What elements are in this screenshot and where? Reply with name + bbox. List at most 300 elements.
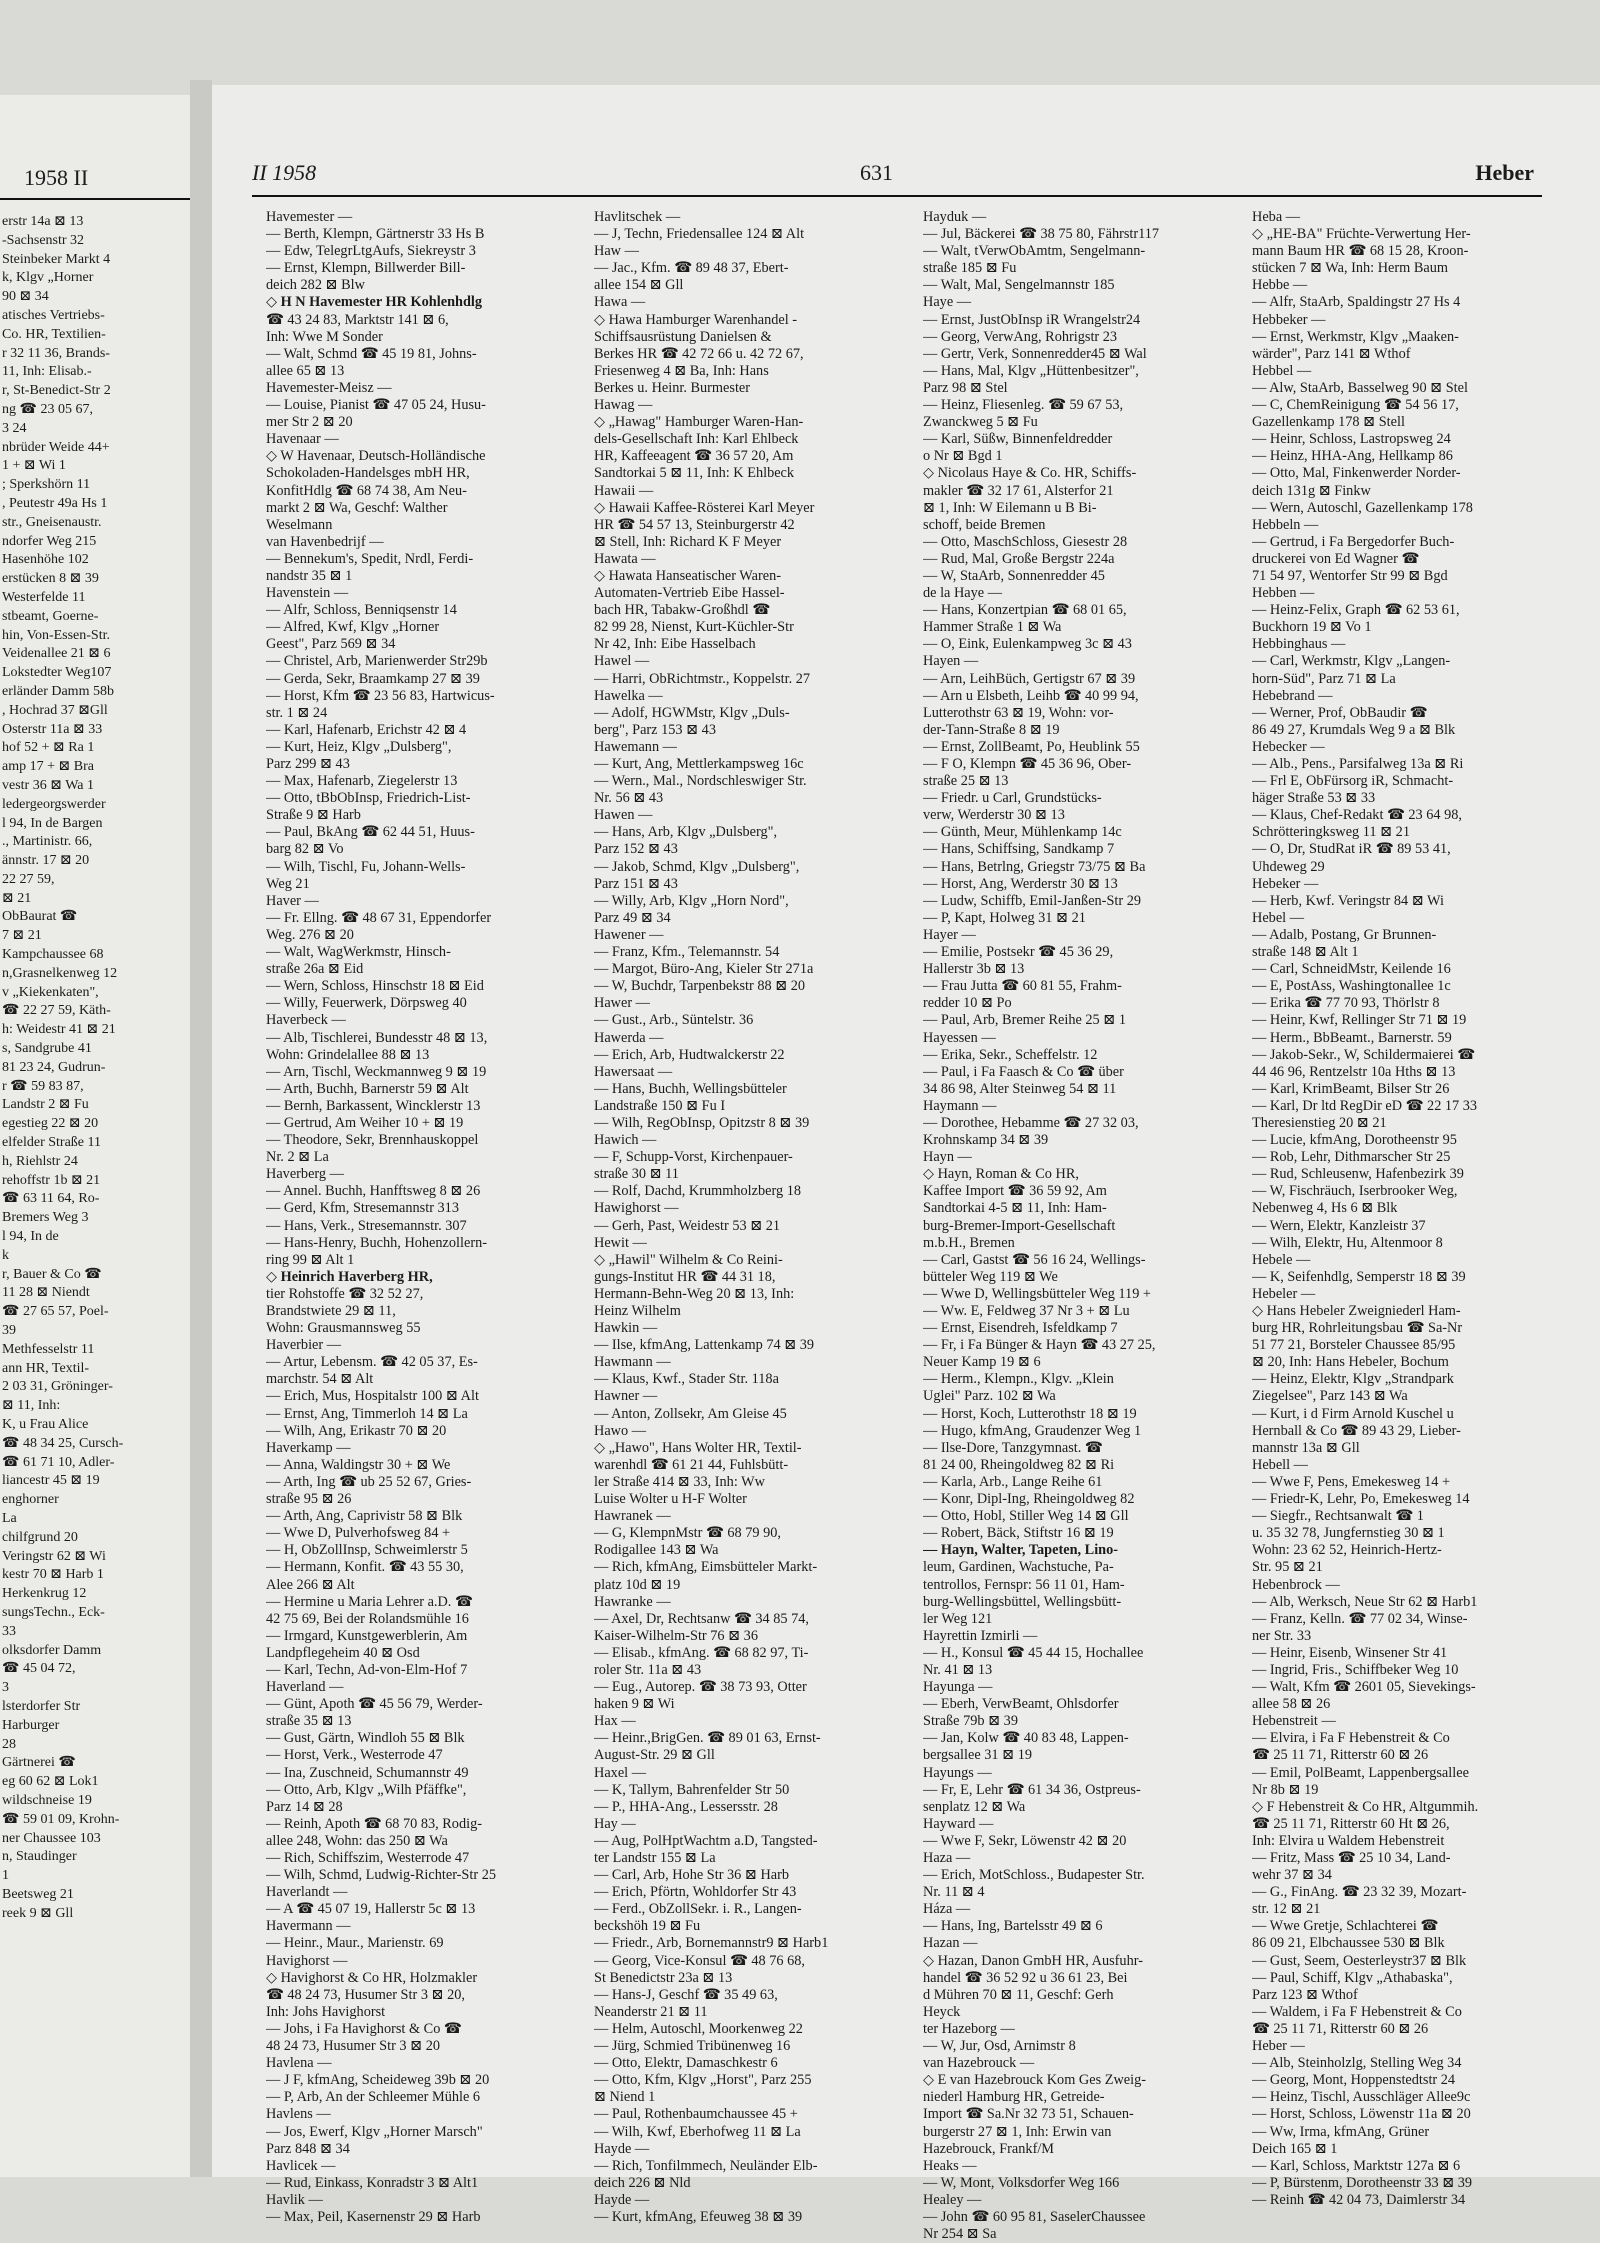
directory-entry-line: — F O, Klempn ☎ 45 36 96, Ober- xyxy=(923,756,1132,772)
directory-entry-line: — Heinz, Fliesenleg. ☎ 59 67 53, xyxy=(923,397,1124,414)
directory-entry-line: — Hans, Verk., Stresemannstr. 307 xyxy=(266,1217,467,1234)
directory-entry-line: — Rich, Schiffszim, Westerrode 47 xyxy=(266,1850,470,1866)
facing-page-line: nbrüder Weide 44+ xyxy=(2,439,110,455)
surname-heading: van Havenbedrijf — xyxy=(266,533,384,550)
directory-entry-line: — Kurt, i d Firm Arnold Kuschel u xyxy=(1252,1405,1454,1422)
surname-heading: Hayunga — xyxy=(923,1679,993,1696)
directory-entry-line: — Horst, Schloss, Löwenstr 11a ⊠ 20 xyxy=(1252,2106,1471,2123)
surname-heading: Havlena — xyxy=(266,2055,332,2072)
directory-entry-line: — Gerh, Past, Weidestr 53 ⊠ 21 xyxy=(594,1217,781,1234)
directory-entry-line: 44 46 96, Rentzelstr 10a Hths ⊠ 13 xyxy=(1252,1063,1456,1080)
directory-entry-line: Parz 49 ⊠ 34 xyxy=(594,909,671,926)
facing-page-line: -Sachsenstr 32 xyxy=(2,232,85,248)
directory-entry-line: Parz 98 ⊠ Stel xyxy=(923,379,1008,396)
directory-entry-line: — Ilse, kfmAng, Lattenkamp 74 ⊠ 39 xyxy=(594,1337,815,1354)
surname-heading: Hayen — xyxy=(923,653,979,670)
directory-entry-line: — Emil, PolBeamt, Lappenbergsallee xyxy=(1252,1764,1469,1781)
directory-entry-line: — Hans, Buchh, Wellingsbütteler xyxy=(594,1080,787,1097)
directory-entry-line: Weg. 276 ⊠ 20 xyxy=(266,926,354,943)
directory-entry-line: — Wwe F, Sekr, Löwenstr 42 ⊠ 20 xyxy=(923,1832,1127,1849)
directory-entry-line: — Heinz, Elektr, Klgv „Strandpark xyxy=(1252,1371,1454,1388)
directory-entry-line: ◇ W Havenaar, Deutsch-Holländische xyxy=(266,448,486,465)
directory-entry-line: — Heinr, Eisenb, Winsener Str 41 xyxy=(1252,1644,1448,1661)
directory-entry-line: ◇ Hans Hebeler Zweigniederl Ham- xyxy=(1252,1303,1461,1319)
directory-entry-line: — Ingrid, Fris., Schiffbeker Weg 10 xyxy=(1252,1661,1459,1678)
surname-heading: Hayde — xyxy=(594,2191,650,2208)
directory-entry-line: Gazellenkamp 178 ⊠ Stell xyxy=(1252,414,1405,431)
directory-entry-line: straße 26a ⊠ Eid xyxy=(266,961,364,978)
directory-entry-line: roler Str. 11a ⊠ 43 xyxy=(594,1661,702,1678)
surname-heading: Haver — xyxy=(266,892,319,909)
directory-entry-line: — Kurt, Ang, Mettlerkampsweg 16c xyxy=(594,756,804,772)
directory-entry-line: — Arn u Elsbeth, Leihb ☎ 40 99 94, xyxy=(923,687,1139,704)
directory-entry-line: — Eberh, VerwBeamt, Ohlsdorfer xyxy=(923,1696,1119,1713)
directory-entry-line: St Benedictstr 23a ⊠ 13 xyxy=(594,1969,733,1986)
surname-heading: Hebeker — xyxy=(1252,875,1319,892)
surname-heading: Hebben — xyxy=(1252,585,1315,602)
directory-entry-line: — Arn, Tischl, Weckmannweg 9 ⊠ 19 xyxy=(266,1063,487,1080)
directory-entry-line: ◇ Heinrich Haverberg HR, xyxy=(266,1268,433,1285)
directory-entry-line: — Wilh, Kwf, Eberhofweg 11 ⊠ La xyxy=(594,2123,801,2140)
facing-page-line: l 94, In de xyxy=(2,1229,59,1245)
directory-entry-line: marchstr. 54 ⊠ Alt xyxy=(266,1371,374,1388)
directory-entry-line: Buckhorn 19 ⊠ Vo 1 xyxy=(1252,619,1372,636)
facing-page-line: La xyxy=(2,1510,17,1526)
directory-entry-line: — Jan, Kolw ☎ 40 83 48, Lappen- xyxy=(923,1730,1129,1747)
directory-entry-line: Krohnskamp 34 ⊠ 39 xyxy=(923,1132,1049,1149)
directory-entry-line: Heyck xyxy=(923,2003,961,2020)
surname-heading: Hebbeln — xyxy=(1252,516,1319,533)
directory-entry-line: Theresienstieg 20 ⊠ 21 xyxy=(1252,1114,1387,1131)
facing-page-line: s, Sandgrube 41 xyxy=(2,1041,92,1057)
directory-entry-line: Brandstwiete 29 ⊠ 11, xyxy=(266,1303,396,1319)
directory-entry-line: — Herm., BbBeamt., Barnerstr. 59 xyxy=(1252,1029,1452,1046)
directory-entry-line: straße 148 ⊠ Alt 1 xyxy=(1252,944,1359,961)
facing-page-line: ObBaurat ☎ xyxy=(2,909,78,925)
surname-heading: Hawersaat — xyxy=(594,1063,673,1080)
directory-entry-line: Str. 95 ⊠ 21 xyxy=(1252,1559,1323,1576)
directory-entry-line: o Nr ⊠ Bgd 1 xyxy=(923,448,1003,465)
surname-heading: Hawaii — xyxy=(594,482,654,499)
directory-entry-line: — Rud, Mal, Große Bergstr 224a xyxy=(923,550,1115,567)
surname-heading: Hawo — xyxy=(594,1422,647,1439)
surname-heading: Hayrettin Izmirli — xyxy=(923,1627,1038,1644)
directory-entry-line: mann Baum HR ☎ 68 15 28, Kroon- xyxy=(1252,243,1469,260)
surname-heading: Havenstein — xyxy=(266,585,349,602)
facing-page-line: 3 24 xyxy=(2,420,27,436)
directory-entry-line: — Wern, Schloss, Hinschstr 18 ⊠ Eid xyxy=(266,978,484,995)
directory-entry-line: Weg 21 xyxy=(266,875,310,892)
directory-entry-line: — Ludw, Schiffb, Emil-Janßen-Str 29 xyxy=(923,892,1141,909)
directory-entry-line: Straße 9 ⊠ Harb xyxy=(266,807,361,824)
directory-entry-line: Rodigallee 143 ⊠ Wa xyxy=(594,1542,719,1559)
directory-entry-line: burg-Wellingsbüttel, Wellingsbütt- xyxy=(923,1593,1122,1610)
directory-entry-line: — Otto, tBbObInsp, Friedrich-List- xyxy=(266,790,471,807)
directory-entry-line: — Franz, Kfm., Telemannstr. 54 xyxy=(594,944,780,961)
directory-entry-line: ◇ Havighorst & Co HR, Holzmakler xyxy=(266,1969,478,1986)
directory-entry-line: Nr. 41 ⊠ 13 xyxy=(923,1661,993,1678)
directory-entry-line: — Horst, Kfm ☎ 23 56 83, Hartwicus- xyxy=(266,687,495,704)
directory-entry-line: ⊠ Stell, Inh: Richard K F Meyer xyxy=(594,533,782,550)
directory-entry-line: — Wwe D, Wellingsbütteler Weg 119 + xyxy=(923,1285,1151,1302)
directory-entry-line: — Edw, TelegrLtgAufs, Siekreystr 3 xyxy=(266,243,476,260)
directory-entry-line: — Elvira, i Fa F Hebenstreit & Co xyxy=(1252,1730,1450,1747)
directory-entry-line: — Franz, Kelln. ☎ 77 02 34, Winse- xyxy=(1252,1610,1468,1627)
directory-entry-line: häger Straße 53 ⊠ 33 xyxy=(1252,790,1376,807)
directory-entry-line: KonfitHdlg ☎ 68 74 38, Am Neu- xyxy=(266,482,467,499)
directory-entry-line: — Walt, WagWerkmstr, Hinsch- xyxy=(266,944,451,961)
column-3 xyxy=(923,209,1213,2243)
directory-entry-line: burgerstr 27 ⊠ 1, Inh: Erwin van xyxy=(923,2123,1112,2140)
surname-heading: Hayduk — xyxy=(923,209,987,225)
facing-page-line: vestr 36 ⊠ Wa 1 xyxy=(2,777,94,793)
directory-entry-line: — Alb, Steinholzlg, Stelling Weg 34 xyxy=(1252,2055,1462,2072)
surname-heading: Hebenstreit — xyxy=(1252,1713,1336,1730)
directory-entry-line: — Robert, Bäck, Stiftstr 16 ⊠ 19 xyxy=(923,1525,1114,1542)
directory-entry-line: — Rob, Lehr, Dithmarscher Str 25 xyxy=(1252,1149,1451,1166)
surname-heading: Hawranek — xyxy=(594,1508,671,1525)
facing-page-line: v „Kiekenkaten", xyxy=(2,984,99,1000)
directory-entry-line: Automaten-Vertrieb Eibe Hassel- xyxy=(594,585,785,602)
directory-entry-line: straße 25 ⊠ 13 xyxy=(923,773,1009,790)
directory-entry-line: — Herb, Kwf. Veringstr 84 ⊠ Wi xyxy=(1252,892,1444,909)
directory-entry-line: — Rud, Einkass, Konradstr 3 ⊠ Alt1 xyxy=(266,2174,479,2191)
directory-entry-line: — Arth, Ing ☎ ub 25 52 67, Gries- xyxy=(266,1473,472,1490)
directory-entry-line: ler Weg 121 xyxy=(923,1610,993,1627)
directory-entry-line: — John ☎ 60 95 81, SaselerChaussee xyxy=(923,2208,1146,2225)
directory-entry-line: — Klaus, Chef-Redakt ☎ 23 64 98, xyxy=(1252,807,1462,824)
surname-heading: Haverbeck — xyxy=(266,1012,346,1029)
facing-page-line: rehoffstr 1b ⊠ 21 xyxy=(2,1172,101,1188)
directory-entry-line: — Alfr, Schloss, Benniqsenstr 14 xyxy=(266,602,457,619)
column-4 xyxy=(1252,209,1542,2209)
directory-entry-line: — Heinr, Schloss, Lastropsweg 24 xyxy=(1252,431,1451,448)
surname-heading: Hebbeker — xyxy=(1252,311,1326,328)
directory-entry-line: — Wilh, Ang, Erikastr 70 ⊠ 20 xyxy=(266,1422,447,1439)
directory-entry-line: niederl Hamburg HR, Getreide- xyxy=(923,2089,1105,2106)
directory-entry-line: Nr 42, Inh: Eibe Hasselbach xyxy=(594,636,756,653)
directory-entry-line: — Georg, VerwAng, Rohrigstr 23 xyxy=(923,328,1118,345)
surname-heading: Haverberg — xyxy=(266,1166,344,1183)
directory-entry-line: — Harri, ObRichtmstr., Koppelstr. 27 xyxy=(594,670,811,687)
directory-entry-line: burg HR, Rohrleitungsbau ☎ Sa-Nr xyxy=(1252,1320,1463,1337)
facing-page-line: ndorfer Weg 215 xyxy=(2,533,97,549)
directory-entry-line: ◇ H N Havemester HR Kohlenhdlg xyxy=(266,294,483,311)
surname-heading: Hebecker — xyxy=(1252,738,1325,755)
directory-entry-line: — Hermann, Konfit. ☎ 43 55 30, xyxy=(266,1559,464,1576)
directory-entry-line: — Friedr. u Carl, Grundstücks- xyxy=(923,790,1102,807)
surname-heading: Hawag — xyxy=(594,397,653,414)
surname-heading: Hawel — xyxy=(594,653,650,670)
directory-entry-line: — Rud, Schleusenw, Hafenbezirk 39 xyxy=(1252,1166,1464,1183)
directory-entry-line: — Erika ☎ 77 70 93, Thörlstr 8 xyxy=(1252,995,1440,1012)
directory-entry-line: — Otto, Elektr, Damaschkestr 6 xyxy=(594,2055,778,2072)
directory-entry-line: ◇ Hayn, Roman & Co HR, xyxy=(923,1166,1079,1183)
directory-entry-line: — Axel, Dr, Rechtsanw ☎ 34 85 74, xyxy=(594,1610,809,1627)
surname-heading: Hawner — xyxy=(594,1388,658,1405)
directory-entry-line: — P, Arb, An der Schleemer Mühle 6 xyxy=(266,2089,481,2106)
directory-entry-line: Parz 848 ⊠ 34 xyxy=(266,2140,350,2157)
surname-heading: Havighorst — xyxy=(266,1952,348,1969)
column-1 xyxy=(266,209,556,2226)
directory-entry-line: — Arth, Ang, Caprivistr 58 ⊠ Blk xyxy=(266,1508,463,1525)
directory-entry-line: u. 35 32 78, Jungfernstieg 30 ⊠ 1 xyxy=(1252,1525,1445,1542)
directory-entry-line: ☎ 43 24 83, Marktstr 141 ⊠ 6, xyxy=(266,311,449,328)
surname-heading: Havermann — xyxy=(266,1918,351,1935)
facing-page-line: Herkenkrug 12 xyxy=(2,1586,87,1602)
surname-heading: Hazan — xyxy=(923,1935,978,1952)
directory-entry-line: Uhdeweg 29 xyxy=(1252,858,1325,875)
directory-entry-line: bütteler Weg 119 ⊠ We xyxy=(923,1268,1058,1285)
directory-entry-line: — Wwe Gretje, Schlachterei ☎ xyxy=(1252,1918,1439,1935)
facing-page-text xyxy=(2,213,190,1924)
facing-page-line: Landstr 2 ⊠ Fu xyxy=(2,1097,89,1113)
page-number: 631 xyxy=(860,160,893,185)
directory-entry-line: — Ww, Irma, kfmAng, Grüner xyxy=(1252,2123,1430,2140)
directory-entry-line: — Ernst, ZollBeamt, Po, Heublink 55 xyxy=(923,738,1140,755)
directory-entry-line: — Siegfr., Rechtsanwalt ☎ 1 xyxy=(1252,1508,1424,1525)
directory-entry-line: — Gerd, Kfm, Stresemannstr 313 xyxy=(266,1200,459,1217)
directory-entry-line: — Hayn, Walter, Tapeten, Lino- xyxy=(923,1542,1119,1559)
directory-entry-line: tentrollos, Fernspr: 56 11 01, Ham- xyxy=(923,1576,1125,1593)
directory-entry-line: Deich 165 ⊠ 1 xyxy=(1252,2140,1338,2157)
facing-page-line: 39 xyxy=(2,1323,16,1339)
facing-page-line: Lokstedter Weg107 xyxy=(2,665,112,681)
directory-entry-line: — J, Techn, Friedensallee 124 ⊠ Alt xyxy=(594,226,805,243)
directory-entry-line: — Helm, Autoschl, Moorkenweg 22 xyxy=(594,2020,803,2037)
directory-entry-line: dels-Gesellschaft Inh: Karl Ehlbeck xyxy=(594,431,799,448)
facing-page-line: ännstr. 17 ⊠ 20 xyxy=(2,853,90,869)
facing-page-line: ☎ 27 65 57, Poel- xyxy=(2,1304,109,1320)
directory-entry-line: markt 2 ⊠ Wa, Geschf: Walther xyxy=(266,499,448,516)
directory-entry-line: — Arn, LeihBüch, Gertigstr 67 ⊠ 39 xyxy=(923,670,1136,687)
facing-page-line: kestr 70 ⊠ Harb 1 xyxy=(2,1567,104,1583)
directory-entry-line: — Fr, i Fa Bünger & Hayn ☎ 43 27 25, xyxy=(923,1337,1156,1354)
facing-page-line: erstr 14a ⊠ 13 xyxy=(2,214,84,229)
directory-entry-line: ler Straße 414 ⊠ 33, Inh: Ww xyxy=(594,1473,765,1490)
surname-heading: Hawata — xyxy=(594,550,656,567)
directory-entry-line: — Hans-Henry, Buchh, Hohenzollern- xyxy=(266,1234,488,1251)
directory-entry-line: — Horst, Verk., Westerrode 47 xyxy=(266,1747,443,1764)
directory-entry-line: Parz 14 ⊠ 28 xyxy=(266,1798,343,1815)
directory-entry-line: August-Str. 29 ⊠ Gll xyxy=(594,1747,715,1764)
directory-entry-line: Hernball & Co ☎ 89 43 29, Lieber- xyxy=(1252,1422,1461,1439)
surname-heading: Hawighorst — xyxy=(594,1200,679,1217)
directory-entry-line: warenhdl ☎ 61 21 44, Fuhlsbütt- xyxy=(594,1456,789,1473)
directory-entry-line: Lutterothstr 63 ⊠ 19, Wohn: vor- xyxy=(923,704,1114,721)
directory-entry-line: Nr. 2 ⊠ La xyxy=(266,1149,329,1166)
directory-entry-line: str. 1 ⊠ 24 xyxy=(266,704,328,721)
directory-entry-line: — Rich, kfmAng, Eimsbütteler Markt- xyxy=(594,1559,818,1576)
directory-entry-line: Schiffsausrüstung Danielsen & xyxy=(594,328,772,345)
facing-page-line: Hasenhöhe 102 xyxy=(2,552,89,568)
directory-entry-line: Berkes HR ☎ 42 72 66 u. 42 72 67, xyxy=(594,345,804,362)
directory-entry-line: HR ☎ 54 57 13, Steinburgerstr 42 xyxy=(594,516,795,533)
surname-heading: Hawa — xyxy=(594,294,646,311)
facing-page-line: ., Martinistr. 66, xyxy=(2,834,93,850)
directory-entry-line: — Carl, Arb, Hohe Str 36 ⊠ Harb xyxy=(594,1867,790,1884)
directory-entry-line: leum, Gardinen, Wachstuche, Pa- xyxy=(923,1559,1114,1576)
directory-entry-line: Kaffee Import ☎ 36 59 92, Am xyxy=(923,1183,1107,1200)
directory-entry-line: Sandtorkai 5 ⊠ 11, Inh: K Ehlbeck xyxy=(594,465,795,482)
surname-heading: Healey — xyxy=(923,2191,982,2208)
directory-entry-line: — Ferd., ObZollSekr. i. R., Langen- xyxy=(594,1901,802,1918)
surname-heading: Hebele — xyxy=(1252,1251,1311,1268)
directory-entry-line: — Ina, Zuschneid, Schumannstr 49 xyxy=(266,1764,469,1781)
facing-page-line: h: Weidestr 41 ⊠ 21 xyxy=(2,1022,116,1038)
directory-entry-line: — Günth, Meur, Mühlenkamp 14c xyxy=(923,824,1122,841)
directory-entry-line: 48 24 73, Husumer Str 3 ⊠ 20 xyxy=(266,2038,441,2055)
directory-entry-line: — Johs, i Fa Havighorst & Co ☎ xyxy=(266,2020,462,2037)
directory-entry-line: — O, Dr, StudRat iR ☎ 89 53 41, xyxy=(1252,841,1451,858)
directory-entry-line: — Friedr., Arb, Bornemannstr9 ⊠ Harb1 xyxy=(594,1935,829,1952)
surname-heading: Hay — xyxy=(594,1815,636,1832)
directory-entry-line: — Hugo, kfmAng, Graudenzer Weg 1 xyxy=(923,1422,1142,1439)
surname-heading: Hawranke — xyxy=(594,1593,671,1610)
directory-entry-line: — Karl, Hafenarb, Erichstr 42 ⊠ 4 xyxy=(266,721,467,738)
directory-entry-line: straße 185 ⊠ Fu xyxy=(923,260,1017,277)
directory-entry-line: Inh: Wwe M Sonder xyxy=(266,328,383,345)
facing-page-line: r 32 11 36, Brands- xyxy=(2,345,110,361)
surname-heading: Havlicek — xyxy=(266,2157,336,2174)
directory-entry-line: — Adalb, Postang, Gr Brunnen- xyxy=(1252,926,1437,943)
directory-entry-line: Heinz Wilhelm xyxy=(594,1303,681,1319)
directory-entry-line: — Paul, Schiff, Klgv „Athabaska", xyxy=(1252,1969,1453,1986)
directory-entry-line: — Alfr, StaArb, Spaldingstr 27 Hs 4 xyxy=(1252,294,1461,311)
directory-entry-line: allee 58 ⊠ 26 xyxy=(1252,1696,1331,1713)
directory-entry-line: — Horst, Koch, Lutterothstr 18 ⊠ 19 xyxy=(923,1405,1137,1422)
directory-entry-line: — K, Seifenhdlg, Semperstr 18 ⊠ 39 xyxy=(1252,1268,1466,1285)
directory-entry-line: — Wilh, Schmd, Ludwig-Richter-Str 25 xyxy=(266,1867,496,1884)
directory-entry-line: — Eug., Autorep. ☎ 38 73 93, Otter xyxy=(594,1679,807,1696)
directory-entry-line: ◇ „Hawo", Hans Wolter HR, Textil- xyxy=(594,1439,802,1456)
directory-entry-line: — Christel, Arb, Marienwerder Str29b xyxy=(266,653,488,670)
directory-entry-line: — Paul, Arb, Bremer Reihe 25 ⊠ 1 xyxy=(923,1012,1126,1029)
directory-entry-line: — Hans, Mal, Klgv „Hüttenbesitzer", xyxy=(923,362,1139,379)
facing-page-line: lsterdorfer Str xyxy=(2,1698,81,1714)
facing-page-line: n,Grasnelkenweg 12 xyxy=(2,965,118,981)
facing-page-line: atisches Vertriebs- xyxy=(2,307,105,323)
facing-page-line: olksdorfer Damm xyxy=(2,1642,102,1658)
facing-page-line: erstücken 8 ⊠ 39 xyxy=(2,571,99,587)
directory-entry-line: platz 10d ⊠ 19 xyxy=(594,1576,681,1593)
directory-entry-line: deich 131g ⊠ Finkw xyxy=(1252,482,1371,499)
directory-entry-line: — Günt, Apoth ☎ 45 56 79, Werder- xyxy=(266,1696,483,1713)
directory-entry-line: — Annel. Buchh, Hanfftsweg 8 ⊠ 26 xyxy=(266,1183,481,1200)
directory-entry-line: — E, PostAss, Washingtonallee 1c xyxy=(1252,978,1451,995)
facing-page-line: Bremers Weg 3 xyxy=(2,1210,89,1226)
facing-page-line: erländer Damm 58b xyxy=(2,683,114,699)
facing-page-line: k, Klgv „Horner xyxy=(2,270,94,286)
directory-entry-line: — Fr, E, Lehr ☎ 61 34 36, Ostpreus- xyxy=(923,1781,1141,1798)
surname-heading: Hawich — xyxy=(594,1132,657,1149)
directory-entry-line: Neuer Kamp 19 ⊠ 6 xyxy=(923,1354,1041,1371)
directory-entry-line: — Rolf, Dachd, Krummholzberg 18 xyxy=(594,1183,802,1200)
surname-heading: Hawen — xyxy=(594,807,653,824)
directory-entry-line: tier Rohstoffe ☎ 32 52 27, xyxy=(266,1285,424,1302)
facing-page-line: 81 23 24, Gudrun- xyxy=(2,1059,106,1075)
directory-entry-line: barg 82 ⊠ Vo xyxy=(266,841,344,858)
directory-entry-line: Zwanckweg 5 ⊠ Fu xyxy=(923,414,1038,431)
directory-entry-line: bergsallee 31 ⊠ 19 xyxy=(923,1747,1032,1764)
directory-entry-line: ◇ E van Hazebrouck Kom Ges Zweig- xyxy=(923,2072,1146,2089)
directory-entry-line: 42 75 69, Bei der Rolandsmühle 16 xyxy=(266,1610,469,1627)
directory-entry-line: — Wilh, Elektr, Hu, Altenmoor 8 xyxy=(1252,1234,1443,1251)
directory-entry-line: — Jürg, Schmied Tribünenweg 16 xyxy=(594,2038,791,2055)
directory-entry-line: — Alw, StaArb, Basselweg 90 ⊠ Stel xyxy=(1252,379,1468,396)
directory-entry-line: — Anna, Waldingstr 30 + ⊠ We xyxy=(266,1456,451,1473)
directory-entry-line: ☎ 48 24 73, Husumer Str 3 ⊠ 20, xyxy=(266,1986,465,2003)
directory-entry-line: — Willy, Arb, Klgv „Horn Nord", xyxy=(594,892,789,909)
directory-entry-line: berg", Parz 153 ⊠ 43 xyxy=(594,721,716,738)
facing-page-line: 1 + ⊠ Wi 1 xyxy=(2,458,66,474)
directory-entry-line: — Hans, Ing, Bartelsstr 49 ⊠ 6 xyxy=(923,1918,1103,1935)
directory-entry-line: — Willy, Feuerwerk, Dörpsweg 40 xyxy=(266,995,467,1012)
directory-entry-line: — Walt, tVerwObAmtm, Sengelmann- xyxy=(923,243,1146,260)
directory-entry-line: — Erich, Arb, Hudtwalckerstr 22 xyxy=(594,1046,785,1063)
directory-entry-line: burg-Bremer-Import-Gesellschaft xyxy=(923,1217,1116,1234)
directory-entry-line: allee 248, Wohn: das 250 ⊠ Wa xyxy=(266,1832,448,1849)
directory-entry-line: Nr. 56 ⊠ 43 xyxy=(594,790,664,807)
facing-page-line: r, Bauer & Co ☎ xyxy=(2,1266,102,1282)
surname-heading: Hawerda — xyxy=(594,1029,664,1046)
directory-entry-line: — P., HHA-Ang., Lessersstr. 28 xyxy=(594,1798,778,1815)
directory-entry-line: — Carl, Werkmstr, Klgv „Langen- xyxy=(1252,653,1451,670)
directory-entry-line: ◇ Hawa Hamburger Warenhandel - xyxy=(594,311,798,328)
facing-page-line: egestieg 22 ⊠ 20 xyxy=(2,1116,99,1132)
facing-page-line: ner Chaussee 103 xyxy=(2,1830,101,1846)
directory-entry-line: ner Str. 33 xyxy=(1252,1627,1312,1644)
directory-entry-line: — Max, Hafenarb, Ziegelerstr 13 xyxy=(266,773,458,790)
facing-page-line: 11, Inh: Elisab.- xyxy=(2,364,92,380)
directory-entry-line: — Erich, Pförtn, Wohldorfer Str 43 xyxy=(594,1884,797,1901)
directory-entry-line: Nr 8b ⊠ 19 xyxy=(1252,1781,1319,1798)
directory-entry-line: — Bennekum's, Spedit, Nrdl, Ferdi- xyxy=(266,550,474,567)
directory-entry-line: ◇ Hawaii Kaffee-Rösterei Karl Meyer xyxy=(594,499,815,516)
directory-entry-line: — Georg, Vice-Konsul ☎ 48 76 68, xyxy=(594,1952,805,1969)
directory-entry-line: — Aug, PolHptWachtm a.D, Tangsted- xyxy=(594,1832,818,1849)
directory-entry-line: Parz 152 ⊠ 43 xyxy=(594,841,678,858)
facing-page-line: 33 xyxy=(2,1623,16,1639)
surname-heading: Hebbel — xyxy=(1252,362,1312,379)
directory-entry-line: — Wwe D, Pulverhofsweg 84 + xyxy=(266,1525,451,1542)
directory-entry-line: Nr. 11 ⊠ 4 xyxy=(923,1884,985,1901)
directory-entry-line: — Alb, Werksch, Neue Str 62 ⊠ Harb1 xyxy=(1252,1593,1478,1610)
directory-entry-line: m.b.H., Bremen xyxy=(923,1234,1015,1251)
directory-entry-line: — Jul, Bäckerei ☎ 38 75 80, Fährstr117 xyxy=(923,226,1160,243)
directory-entry-line: Alee 266 ⊠ Alt xyxy=(266,1576,355,1593)
surname-heading: de la Haye — xyxy=(923,585,1002,602)
directory-entry-line: — Walt, Kfm ☎ 2601 05, Sievekings- xyxy=(1252,1679,1476,1696)
facing-page-line: ☎ 59 01 09, Krohn- xyxy=(2,1811,120,1827)
directory-entry-line: — K, Tallym, Bahrenfelder Str 50 xyxy=(594,1781,790,1798)
directory-entry-line: Parz 123 ⊠ Wthof xyxy=(1252,1986,1358,2003)
directory-entry-line: — Otto, Arb, Klgv „Wilh Pfäffke", xyxy=(266,1781,467,1798)
directory-entry-line: — Alb., Pens., Parsifalweg 13a ⊠ Ri xyxy=(1252,756,1464,772)
directory-entry-line: — Rich, Tonfilmmech, Neuländer Elb- xyxy=(594,2157,818,2174)
surname-heading: Hayward — xyxy=(923,1815,994,1832)
directory-entry-line: — Gertrud, Am Weiher 10 + ⊠ 19 xyxy=(266,1114,464,1131)
facing-page-header: 1958 II xyxy=(24,165,89,190)
directory-entry-line: straße 35 ⊠ 13 xyxy=(266,1713,352,1730)
directory-entry-line: — Wern, Elektr, Kanzleistr 37 xyxy=(1252,1217,1426,1234)
directory-entry-line: — Louise, Pianist ☎ 47 05 24, Husu- xyxy=(266,397,486,414)
directory-entry-line: Geest", Parz 569 ⊠ 34 xyxy=(266,636,396,653)
directory-entry-line: — Otto, Hobl, Stiller Weg 14 ⊠ Gll xyxy=(923,1508,1129,1525)
directory-entry-line: haken 9 ⊠ Wi xyxy=(594,1696,675,1713)
directory-entry-line: Straße 79b ⊠ 39 xyxy=(923,1713,1018,1730)
directory-entry-line: druckerei von Ed Wagner ☎ xyxy=(1252,550,1420,567)
